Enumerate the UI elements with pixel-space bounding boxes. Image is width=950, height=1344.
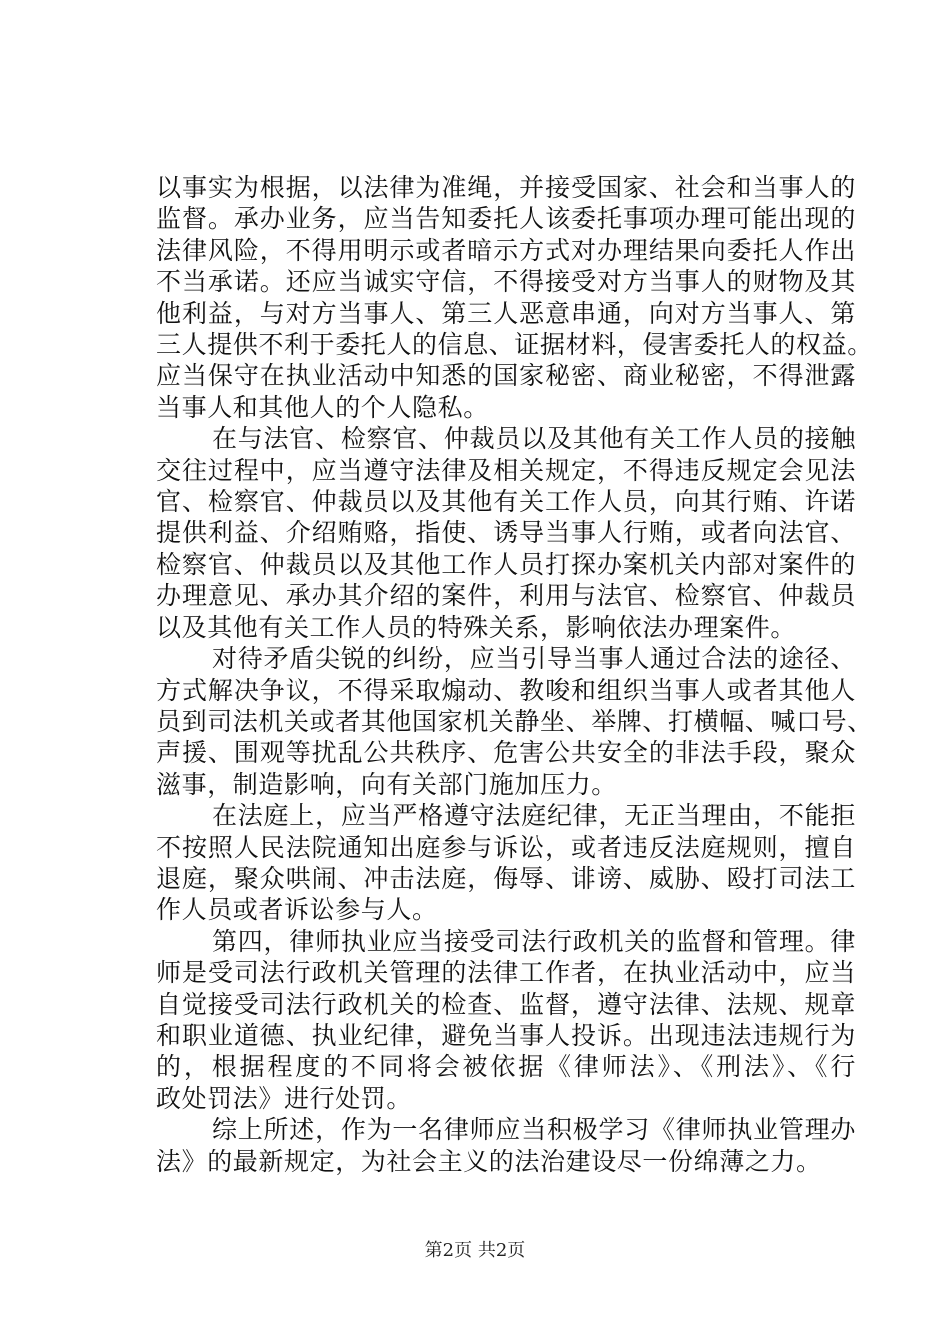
paragraph — [156, 423, 856, 643]
paragraph-line: 三人提供不利于委托人的信息、证据材料，侵害委托人的权益。 — [156, 330, 873, 360]
paragraph-line: 作人员或者诉讼参与人。 — [156, 895, 438, 925]
paragraph-line: 他利益，与对方当事人、第三人恶意串通，向对方当事人、第 — [156, 298, 856, 328]
paragraph-line: 不按照人民法院通知出庭参与诉讼，或者违反法庭规则，擅自 — [156, 832, 856, 862]
paragraph-line: 第四，律师执业应当接受司法行政机关的监督和管理。律 — [212, 926, 856, 956]
paragraph-line: 的，根据程度的不同将会被依据《律师法》、《刑法》、《行 — [156, 1052, 856, 1082]
paragraph-line: 综上所述，作为一名律师应当积极学习《律师执业管理办 — [212, 1115, 856, 1145]
page-footer: 第2页 共2页 — [424, 1240, 526, 1261]
paragraph — [156, 172, 873, 423]
paragraph-line: 以及其他有关工作人员的特殊关系，影响依法办理案件。 — [156, 612, 797, 642]
paragraph-line: 法》的最新规定，为社会主义的法治建设尽一份绵薄之力。 — [156, 1146, 822, 1176]
paragraph-line: 对待矛盾尖锐的纠纷，应当引导当事人通过合法的途径、 — [212, 644, 856, 674]
paragraph-line: 员到司法机关或者其他国家机关静坐、举牌、打横幅、喊口号、 — [156, 706, 873, 736]
paragraph-line: 不当承诺。还应当诚实守信，不得接受对方当事人的财物及其 — [156, 267, 856, 297]
paragraph-line: 交往过程中，应当遵守法律及相关规定，不得违反规定会见法 — [156, 455, 856, 485]
paragraph-line: 办理意见、承办其介绍的案件，利用与法官、检察官、仲裁员 — [156, 581, 856, 611]
paragraph — [156, 643, 873, 800]
paragraph-line: 退庭，聚众哄闹、冲击法庭，侮辱、诽谤、威胁、殴打司法工 — [156, 863, 856, 893]
paragraph-line: 应当保守在执业活动中知悉的国家秘密、商业秘密，不得泄露 — [156, 361, 856, 391]
paragraph-line: 方式解决争议，不得采取煽动、教唆和组织当事人或者其他人 — [156, 675, 856, 705]
paragraph-line: 滋事，制造影响，向有关部门施加压力。 — [156, 769, 617, 799]
document-body — [156, 172, 873, 1177]
paragraph — [156, 1114, 856, 1177]
paragraph-line: 在法庭上，应当严格遵守法庭纪律，无正当理由，不能拒 — [212, 801, 856, 831]
paragraph-line: 师是受司法行政机关管理的法律工作者，在执业活动中，应当 — [156, 958, 856, 988]
paragraph-line: 在与法官、检察官、仲裁员以及其他有关工作人员的接触 — [212, 424, 856, 454]
paragraph-line: 政处罚法》进行处罚。 — [156, 1083, 413, 1113]
paragraph-line: 以事实为根据，以法律为准绳，并接受国家、社会和当事人的 — [156, 173, 856, 202]
paragraph-line: 提供利益、介绍贿赂，指使、诱导当事人行贿，或者向法官、 — [156, 518, 856, 548]
paragraph-line: 监督。承办业务，应当告知委托人该委托事项办理可能出现的 — [156, 204, 856, 234]
paragraph-line: 官、检察官、仲裁员以及其他有关工作人员，向其行贿、许诺 — [156, 487, 856, 517]
paragraph — [156, 800, 856, 926]
paragraph-line: 自觉接受司法行政机关的检查、监督，遵守法律、法规、规章 — [156, 989, 856, 1019]
paragraph — [156, 926, 856, 1114]
paragraph-line: 和职业道德、执业纪律，避免当事人投诉。出现违法违规行为 — [156, 1020, 856, 1050]
paragraph-line: 法律风险，不得用明示或者暗示方式对办理结果向委托人作出 — [156, 235, 856, 265]
paragraph-line: 当事人和其他人的个人隐私。 — [156, 392, 489, 422]
paragraph-line: 检察官、仲裁员以及其他工作人员打探办案机关内部对案件的 — [156, 549, 856, 579]
paragraph-line: 声援、围观等扰乱公共秩序、危害公共安全的非法手段，聚众 — [156, 738, 856, 768]
